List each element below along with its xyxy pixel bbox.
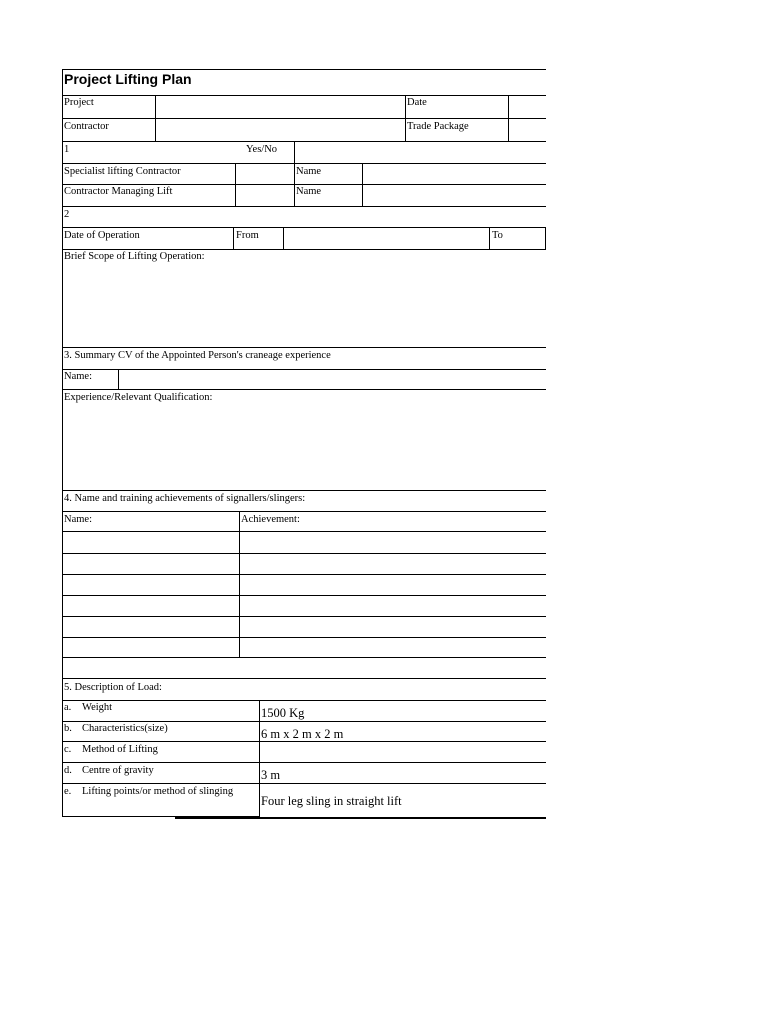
rule <box>235 163 236 206</box>
load-item-letter: e. <box>64 786 72 797</box>
load-item-label: Lifting points/or method of slinging <box>82 786 234 797</box>
rule <box>62 595 546 596</box>
signaller-name-header: Name: <box>64 514 92 525</box>
rule <box>62 227 546 228</box>
trade-package-label: Trade Package <box>407 121 469 132</box>
section-3-heading: 3. Summary CV of the Appointed Person's craneage experience <box>64 350 331 361</box>
rule <box>62 141 546 142</box>
rule <box>62 389 546 390</box>
rule <box>62 553 546 554</box>
rule <box>62 721 546 722</box>
rule <box>62 511 546 512</box>
specialist-name-label: Name <box>296 166 322 177</box>
load-item-letter: a. <box>64 702 72 713</box>
load-item-value: Four leg sling in straight lift <box>261 794 402 808</box>
rule <box>239 511 240 657</box>
rule <box>62 490 546 491</box>
rule-right <box>545 227 546 249</box>
rule <box>294 141 295 206</box>
rule <box>175 817 546 819</box>
date-of-operation-label: Date of Operation <box>64 230 140 241</box>
section-1-number: 1 <box>64 144 70 155</box>
rule <box>62 741 546 742</box>
rule <box>62 95 546 96</box>
load-item-label: Weight <box>82 702 113 713</box>
load-item-letter: b. <box>64 723 72 734</box>
rule <box>283 227 284 249</box>
load-item-value: 3 m <box>261 768 281 782</box>
rule <box>62 637 546 638</box>
rule <box>62 762 546 763</box>
section-2-number: 2 <box>64 209 70 220</box>
rule <box>62 574 546 575</box>
rule <box>62 616 546 617</box>
yes-no-header: Yes/No <box>246 144 278 155</box>
load-item-label: Characteristics(size) <box>82 723 168 734</box>
date-label: Date <box>407 97 427 108</box>
load-item-label: Centre of gravity <box>82 765 154 776</box>
rule <box>62 118 546 119</box>
section-4-heading: 4. Name and training achievements of signallers/slingers: <box>64 493 306 504</box>
rule <box>118 369 119 389</box>
project-label: Project <box>64 97 94 108</box>
rule <box>62 163 546 164</box>
rule <box>259 700 260 818</box>
rule <box>62 783 546 784</box>
managing-name-label: Name <box>296 186 322 197</box>
rule <box>62 347 546 348</box>
load-item-value: 6 m x 2 m x 2 m <box>261 727 344 741</box>
rule <box>62 69 546 70</box>
rule <box>155 95 156 141</box>
managing-contractor-label: Contractor Managing Lift <box>64 186 173 197</box>
rule <box>62 206 546 207</box>
contractor-label: Contractor <box>64 121 109 132</box>
achievement-header: Achievement: <box>241 514 300 525</box>
rule <box>62 184 546 185</box>
load-item-label: Method of Lifting <box>82 744 158 755</box>
section-5-heading: 5. Description of Load: <box>64 682 162 693</box>
rule <box>62 678 546 679</box>
rule <box>62 700 546 701</box>
rule-left <box>62 69 63 817</box>
specialist-contractor-label: Specialist lifting Contractor <box>64 166 181 177</box>
appointed-person-name-label: Name: <box>64 371 92 382</box>
brief-scope-label: Brief Scope of Lifting Operation: <box>64 251 205 262</box>
rule <box>62 369 546 370</box>
load-item-letter: d. <box>64 765 72 776</box>
rule <box>362 163 363 206</box>
page-title: Project Lifting Plan <box>64 71 192 87</box>
rule <box>489 227 490 249</box>
load-item-value: 1500 Kg <box>261 706 305 720</box>
rule <box>233 227 234 249</box>
experience-label: Experience/Relevant Qualification: <box>64 392 213 403</box>
load-item-letter: c. <box>64 744 72 755</box>
from-label: From <box>236 230 259 241</box>
rule <box>62 657 546 658</box>
rule <box>405 95 406 141</box>
rule <box>62 531 546 532</box>
to-label: To <box>492 230 503 241</box>
rule <box>62 249 546 250</box>
rule <box>508 95 509 141</box>
